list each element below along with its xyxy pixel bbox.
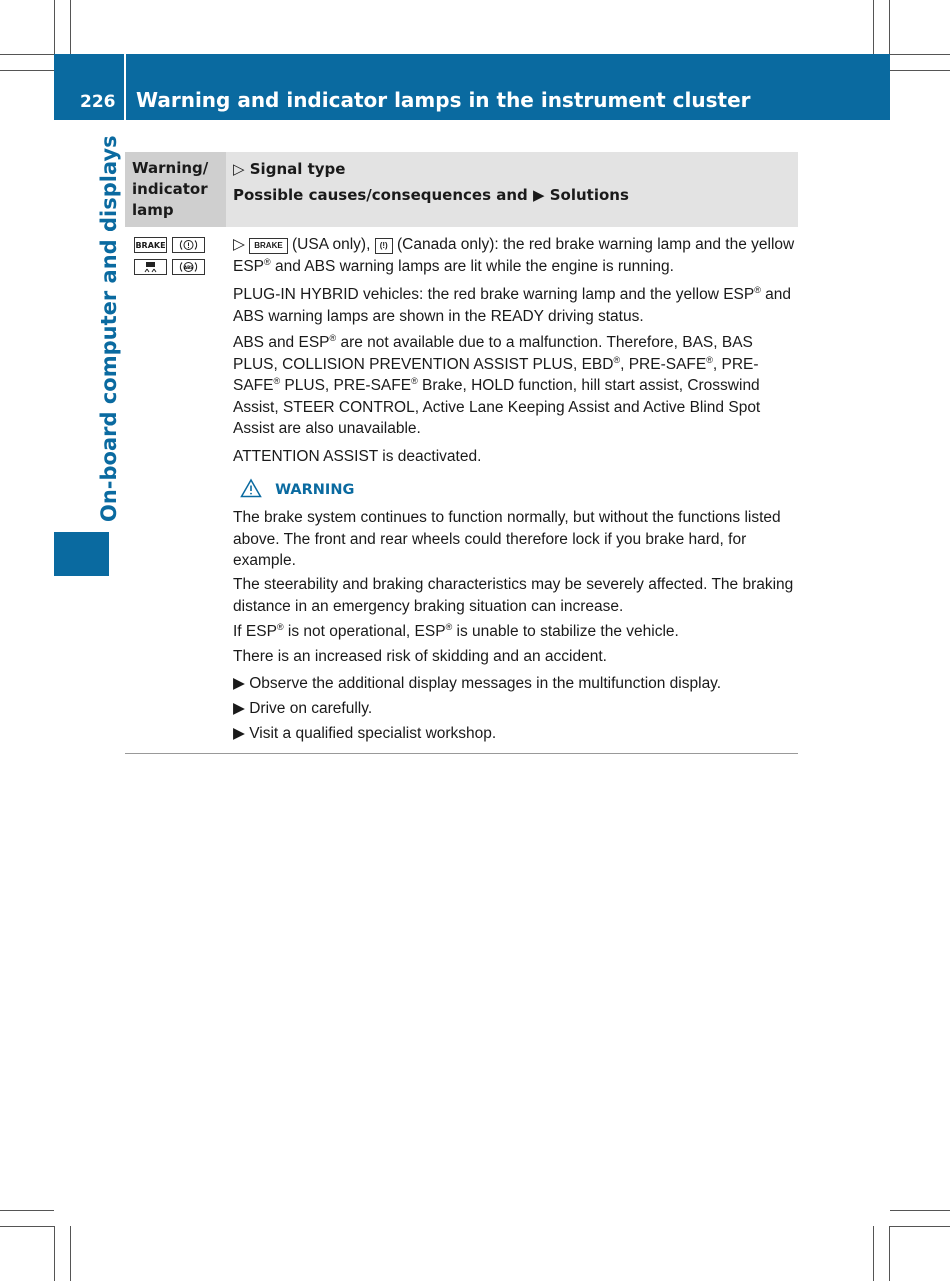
abs-icon-svg: [173, 260, 204, 274]
signal-description: [233, 234, 798, 277]
registered-mark: ®: [754, 284, 761, 295]
lamp-column-header: Warning/ indicator lamp: [132, 159, 209, 219]
action-item-text: Observe the additional display messages in the multifunction display.: [249, 675, 722, 692]
warning-label: WARNING: [275, 482, 355, 498]
registered-mark: ®: [411, 375, 418, 386]
abs-icon-text: ABS: [183, 265, 194, 270]
crop-mark: [0, 1210, 54, 1211]
warning-triangle-icon: [240, 478, 262, 498]
page-title: Warning and indicator lamps in the instrument cluster: [136, 88, 751, 112]
warning-text-1: The brake system continues to function normally, but without the functions listed above. The front and rear wheels could therefore lock if you brake hard, for example.: [233, 509, 781, 569]
causes-header: Possible causes/consequences and ▶ Solutions: [233, 186, 629, 204]
brake-circle-icon: [172, 237, 205, 253]
action-item-text: Drive on carefully.: [249, 700, 373, 717]
registered-mark: ®: [276, 621, 284, 632]
chapter-label: On-board computer and displays: [97, 135, 121, 522]
crop-mark: [0, 70, 54, 71]
attention-assist-paragraph: ATTENTION ASSIST is deactivated.: [233, 448, 482, 465]
signal-type-header: ▷ Signal type: [233, 160, 346, 178]
registered-mark: ®: [264, 256, 271, 267]
brake-lamp-icon: BRAKE: [134, 237, 167, 253]
crop-mark: [889, 0, 890, 54]
inline-brake-icon: BRAKE: [249, 238, 287, 254]
registered-mark: ®: [273, 375, 281, 386]
registered-mark: ®: [329, 332, 337, 343]
action-item-text: Visit a qualified specialist workshop.: [249, 725, 497, 742]
crop-mark: [873, 1226, 874, 1281]
crop-mark: [890, 70, 950, 71]
table-header-signal: [226, 152, 798, 227]
crop-mark: [0, 1226, 54, 1227]
crop-mark: [54, 0, 55, 54]
table-header-lamp: [125, 152, 226, 227]
inline-brake-circle-icon: (!): [375, 238, 393, 254]
abs-icon: [172, 259, 205, 275]
brake-circle-icon-svg: [173, 238, 204, 252]
action-item: ▶ Visit a qualified specialist workshop.: [233, 725, 497, 742]
action-item: ▶ Drive on carefully.: [233, 700, 373, 717]
registered-mark: ®: [613, 354, 621, 365]
chapter-tab-marker: [54, 532, 109, 576]
crop-mark: [0, 54, 54, 55]
crop-mark: [890, 1226, 950, 1227]
signal-usa: (USA only),: [292, 236, 371, 253]
crop-mark: [890, 1210, 950, 1211]
warning-heading: [240, 478, 354, 498]
esp-car-icon-svg: [135, 260, 166, 274]
registered-mark: ®: [706, 354, 713, 365]
warning-text-3: If ESP® is not operational, ESP® is unable to stabilize the vehicle.: [233, 621, 679, 640]
crop-mark: [70, 1226, 71, 1281]
crop-mark: [889, 1226, 890, 1281]
esp-car-icon: [134, 259, 167, 275]
signal-canada: (Canada only): the red brake warning lamp and the yellow ESP: [233, 236, 795, 275]
crop-mark: [890, 54, 950, 55]
registered-mark: ®: [445, 621, 453, 632]
abs-unavailable-paragraph: ABS and ESP® are not available due to a malfunction. Therefore, BAS, BAS PLUS, COLLISION PREVENTION ASSIST PLUS, EBD®, PRE-SAFE®, PRE-SAFE® PLUS, PRE-SAFE® Brake, HOLD function, hill start assist, Crosswind Assist, STEER CONTROL, Active Lane Keeping Assist and Active Blind Spot Assist are also unavailable.: [233, 332, 761, 437]
hybrid-paragraph: PLUG-IN HYBRID vehicles: the red brake warning lamp and the yellow ESP® and ABS warning lamps are shown in the READY driving status.: [233, 284, 792, 325]
page-number: 226: [80, 92, 116, 112]
signal-marker: ▷: [233, 236, 245, 253]
table-bottom-rule: [125, 753, 798, 754]
signal-end: and ABS warning lamps are lit while the engine is running.: [270, 257, 674, 275]
warning-text-4: There is an increased risk of skidding and an accident.: [233, 648, 607, 665]
page-header: [54, 54, 890, 120]
warning-text-2: The steerability and braking characteristics may be severely affected. The braking distance in an emergency braking situation can increase.: [233, 576, 794, 615]
header-divider: [124, 54, 126, 120]
crop-mark: [873, 0, 874, 54]
crop-mark: [54, 1226, 55, 1281]
crop-mark: [70, 0, 71, 54]
action-item: ▶ Observe the additional display messages in the multifunction display.: [233, 675, 722, 692]
